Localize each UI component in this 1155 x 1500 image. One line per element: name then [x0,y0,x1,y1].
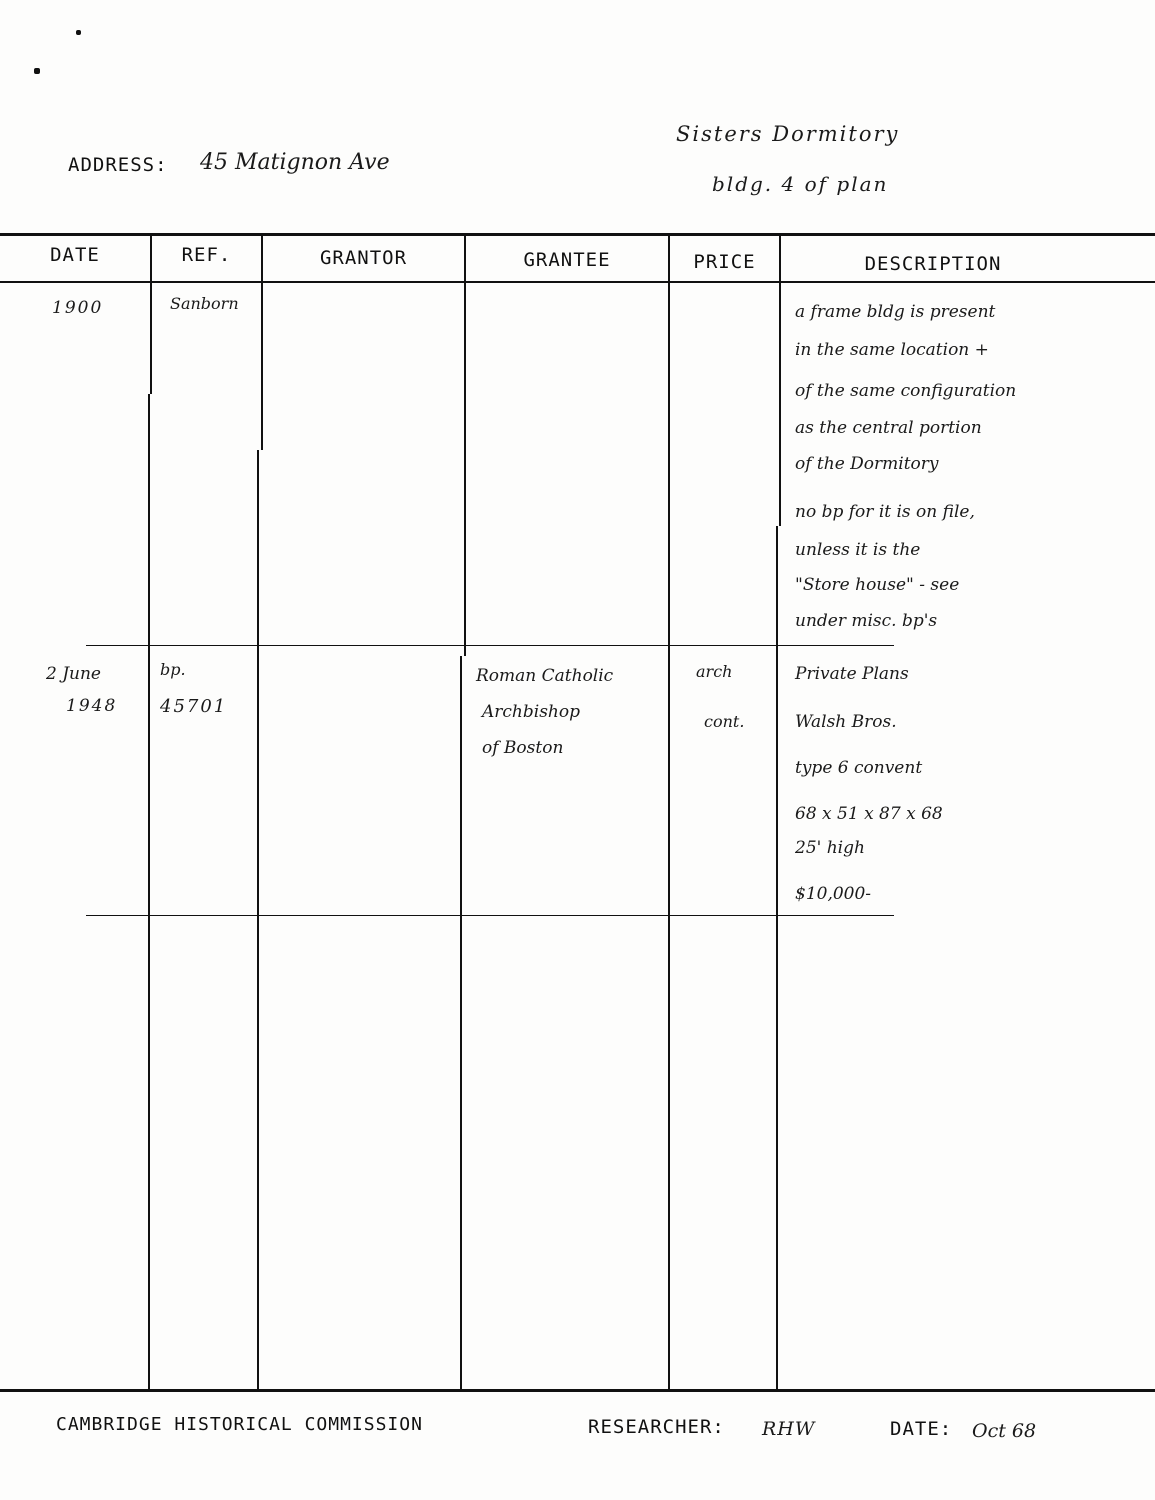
column-divider [776,526,778,1390]
row2-description-line: 68 x 51 x 87 x 68 [795,804,943,824]
column-header-price: PRICE [693,251,756,273]
row2-description-line: $10,000- [795,884,872,904]
commission-name: CAMBRIDGE HISTORICAL COMMISSION [56,1414,423,1435]
row1-description-line: of the same configuration [795,381,1017,401]
row2-date-day: 2 June [46,664,101,684]
row-separator [86,645,894,646]
column-divider [779,236,781,526]
row2-price-line: cont. [704,712,745,731]
row1-date: 1900 [52,298,104,318]
row1-description-line: unless it is the [795,540,921,560]
row2-grantee-line: Archbishop [482,702,580,722]
table-top-border [0,233,1155,236]
column-divider [460,656,462,1390]
column-header-date: DATE [50,244,100,266]
address-label: ADDRESS: [68,154,168,176]
row2-ref-type: bp. [160,660,186,679]
row-separator [86,915,894,916]
row2-date-year: 1948 [66,696,118,716]
column-divider [668,236,670,1390]
column-divider [148,394,150,1390]
column-divider [257,450,259,1390]
row2-description-line: type 6 convent [795,758,923,778]
row1-description-line: under misc. bp's [795,611,938,631]
row1-description-line: as the central portion [795,418,982,438]
date-label: DATE: [890,1418,953,1440]
row2-price-line: arch [696,662,733,681]
date-value: Oct 68 [972,1420,1037,1442]
column-header-grantor: GRANTOR [319,247,408,269]
column-header-description: DESCRIPTION [864,253,1002,275]
building-note: Sisters Dormitory [676,122,900,146]
researcher-label: RESEARCHER: [588,1416,725,1438]
building-plan-note: bldg. 4 of plan [712,172,889,196]
row1-description-line: "Store house" - see [795,575,960,595]
scan-mark [76,30,81,35]
header-bottom-border [0,281,1155,283]
table-bottom-border [0,1389,1155,1392]
row2-description-line: 25' high [795,838,865,858]
row1-ref: Sanborn [170,294,239,313]
row1-description-line: no bp for it is on file, [795,502,975,522]
row2-description-line: Walsh Bros. [795,712,897,732]
row1-description-line: of the Dormitory [795,454,939,474]
column-divider [464,236,466,656]
row2-description-line: Private Plans [795,664,909,684]
researcher-value: RHW [762,1418,816,1440]
row2-grantee-line: Roman Catholic [476,666,614,686]
column-header-grantee: GRANTEE [523,249,611,271]
row1-description-line: in the same location + [795,340,989,360]
row2-grantee-line: of Boston [482,738,564,758]
row2-ref-number: 45701 [160,696,228,717]
address-value: 45 Matignon Ave [200,150,390,175]
scan-mark [34,68,40,74]
row1-description-line: a frame bldg is present [795,302,996,322]
column-header-ref: REF. [181,244,232,266]
